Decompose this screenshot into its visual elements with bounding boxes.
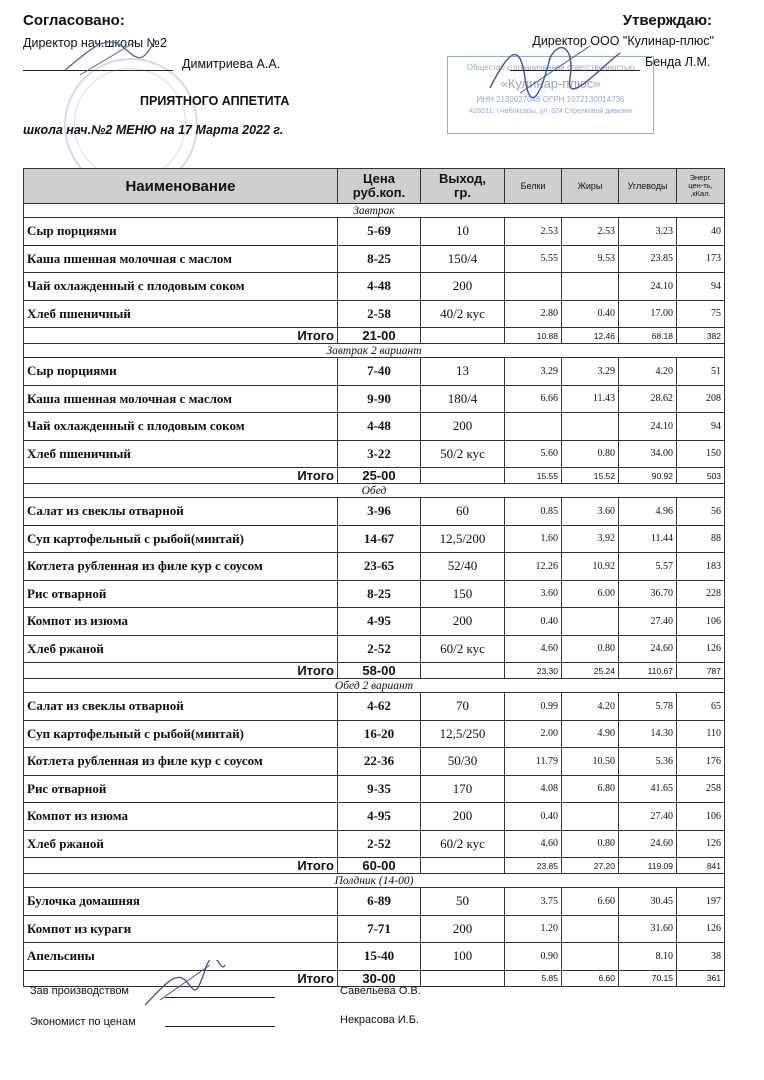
dish-fat: 6.80 — [562, 775, 619, 803]
dish-kcal: 40 — [677, 218, 725, 246]
dish-yield: 200 — [421, 915, 505, 943]
dish-carbs: 41.65 — [619, 775, 677, 803]
dish-yield: 150 — [421, 580, 505, 608]
appetite-title: ПРИЯТНОГО АППЕТИТА — [140, 94, 290, 108]
footer-name-1: Савельева О.В. — [340, 985, 421, 997]
dish-price: 14-67 — [338, 525, 421, 553]
dish-yield: 40/2 кус — [421, 300, 505, 328]
total-carbs: 90.92 — [619, 468, 677, 484]
menu-item-row — [24, 358, 725, 386]
dish-fat: 3.92 — [562, 525, 619, 553]
total-label: Итого — [24, 970, 338, 986]
total-row — [24, 468, 725, 484]
dish-name: Салат из свеклы отварной — [24, 498, 338, 526]
dish-carbs: 36.70 — [619, 580, 677, 608]
stamp-line-2: «Кулинар-плюс» — [500, 76, 601, 91]
dish-carbs: 5.57 — [619, 553, 677, 581]
total-price: 21-00 — [338, 328, 421, 344]
total-kcal: 361 — [677, 970, 725, 986]
dish-price: 9-90 — [338, 385, 421, 413]
dish-kcal: 126 — [677, 635, 725, 663]
dish-fat: 6.60 — [562, 888, 619, 916]
col-protein-header: Белки — [505, 169, 562, 204]
dish-carbs: 24.10 — [619, 413, 677, 441]
dish-price: 2-52 — [338, 830, 421, 858]
dish-protein: 0.40 — [505, 803, 562, 831]
dish-price: 4-48 — [338, 273, 421, 301]
dish-protein — [505, 273, 562, 301]
total-label: Итого — [24, 468, 338, 484]
dish-kcal: 88 — [677, 525, 725, 553]
total-label: Итого — [24, 328, 338, 344]
total-fat: 25.24 — [562, 663, 619, 679]
menu-date-line: школа нач.№2 МЕНЮ на 17 Марта 2022 г. — [23, 123, 284, 137]
section-header-row — [24, 679, 725, 693]
dish-carbs: 23.85 — [619, 245, 677, 273]
dish-fat: 0.80 — [562, 440, 619, 468]
dish-kcal: 150 — [677, 440, 725, 468]
dish-name: Рис отварной — [24, 580, 338, 608]
menu-item-row — [24, 440, 725, 468]
dish-name: Хлеб ржаной — [24, 635, 338, 663]
approve-role: Директор ООО "Кулинар-плюс" — [532, 34, 714, 48]
dish-name: Рис отварной — [24, 775, 338, 803]
total-fat: 12.46 — [562, 328, 619, 344]
dish-carbs: 3.23 — [619, 218, 677, 246]
footer-signature-line-2 — [165, 1026, 275, 1027]
dish-protein: 11.79 — [505, 748, 562, 776]
menu-item-row — [24, 413, 725, 441]
footer-role-2: Экономист по ценам — [30, 1016, 136, 1028]
dish-yield: 200 — [421, 273, 505, 301]
col-carbs-header: Углеводы — [619, 169, 677, 204]
dish-yield: 170 — [421, 775, 505, 803]
dish-carbs: 28.62 — [619, 385, 677, 413]
total-label: Итого — [24, 663, 338, 679]
col-yield-header: Выход, гр. — [421, 169, 505, 204]
dish-price: 23-65 — [338, 553, 421, 581]
dish-fat: 3.60 — [562, 498, 619, 526]
menu-item-row — [24, 218, 725, 246]
dish-price: 4-48 — [338, 413, 421, 441]
menu-table-body — [24, 204, 725, 987]
total-protein: 10.88 — [505, 328, 562, 344]
dish-name: Хлеб пшеничный — [24, 440, 338, 468]
dish-protein: 0.85 — [505, 498, 562, 526]
dish-price: 4-95 — [338, 803, 421, 831]
dish-protein: 0.99 — [505, 693, 562, 721]
dish-carbs: 24.10 — [619, 273, 677, 301]
dish-carbs: 4.96 — [619, 498, 677, 526]
menu-item-row — [24, 608, 725, 636]
dish-fat: 10.92 — [562, 553, 619, 581]
dish-protein: 4.60 — [505, 635, 562, 663]
dish-carbs: 4.20 — [619, 358, 677, 386]
total-yield-empty — [421, 468, 505, 484]
dish-fat — [562, 915, 619, 943]
dish-yield: 100 — [421, 943, 505, 971]
agreed-signature — [60, 30, 170, 80]
dish-name: Салат из свеклы отварной — [24, 693, 338, 721]
dish-carbs: 34.00 — [619, 440, 677, 468]
dish-fat — [562, 413, 619, 441]
total-price: 30-00 — [338, 970, 421, 986]
dish-price: 22-36 — [338, 748, 421, 776]
dish-fat: 6.00 — [562, 580, 619, 608]
dish-name: Котлета рубленная из филе кур с соусом — [24, 748, 338, 776]
dish-kcal: 258 — [677, 775, 725, 803]
dish-yield: 60/2 кус — [421, 635, 505, 663]
dish-fat: 4.90 — [562, 720, 619, 748]
dish-kcal: 110 — [677, 720, 725, 748]
dish-protein: 3.29 — [505, 358, 562, 386]
dish-yield: 52/40 — [421, 553, 505, 581]
total-carbs: 70.15 — [619, 970, 677, 986]
dish-fat: 9.53 — [562, 245, 619, 273]
dish-yield: 200 — [421, 803, 505, 831]
table-header-row — [24, 169, 725, 204]
approve-person: Бенда Л.М. — [645, 55, 711, 69]
total-fat: 6.60 — [562, 970, 619, 986]
dish-fat — [562, 273, 619, 301]
dish-price: 4-95 — [338, 608, 421, 636]
dish-yield: 12,5/250 — [421, 720, 505, 748]
col-energy-header: Энерг. цен-ть, ,кКал. — [677, 169, 725, 204]
dish-yield: 70 — [421, 693, 505, 721]
dish-kcal: 56 — [677, 498, 725, 526]
dish-price: 8-25 — [338, 245, 421, 273]
total-yield-empty — [421, 328, 505, 344]
dish-name: Компот из изюма — [24, 803, 338, 831]
menu-item-row — [24, 385, 725, 413]
dish-yield: 10 — [421, 218, 505, 246]
total-carbs: 68.18 — [619, 328, 677, 344]
dish-name: Чай охлажденный с плодовым соком — [24, 273, 338, 301]
dish-carbs: 11.44 — [619, 525, 677, 553]
total-yield-empty — [421, 970, 505, 986]
total-carbs: 119.09 — [619, 858, 677, 874]
section-title: Обед 2 вариант — [24, 679, 725, 693]
dish-protein: 3.60 — [505, 580, 562, 608]
menu-item-row — [24, 803, 725, 831]
total-protein: 15.55 — [505, 468, 562, 484]
dish-price: 7-71 — [338, 915, 421, 943]
dish-protein — [505, 413, 562, 441]
total-row — [24, 328, 725, 344]
dish-fat: 0.40 — [562, 300, 619, 328]
dish-protein: 1.60 — [505, 525, 562, 553]
dish-kcal: 75 — [677, 300, 725, 328]
dish-carbs: 5.78 — [619, 693, 677, 721]
dish-kcal: 94 — [677, 273, 725, 301]
dish-kcal: 94 — [677, 413, 725, 441]
dish-fat: 2.53 — [562, 218, 619, 246]
stamp-line-3: ИНН 2130027046 ОГРН 1072130014736 — [476, 95, 625, 104]
dish-price: 4-62 — [338, 693, 421, 721]
footer-signature-1 — [140, 960, 230, 1010]
total-row — [24, 858, 725, 874]
approve-title: Утверждаю: — [622, 12, 712, 29]
stamp-line-1: Общество с ограниченной ответственностью — [466, 63, 635, 72]
dish-yield: 60/2 кус — [421, 830, 505, 858]
dish-kcal: 208 — [677, 385, 725, 413]
dish-price: 5-69 — [338, 218, 421, 246]
dish-kcal: 51 — [677, 358, 725, 386]
menu-item-row — [24, 635, 725, 663]
menu-item-row — [24, 748, 725, 776]
agreed-person: Димитриева А.А. — [182, 57, 281, 71]
footer-name-2: Некрасова И.Б. — [340, 1014, 419, 1026]
dish-fat: 4.20 — [562, 693, 619, 721]
dish-price: 8-25 — [338, 580, 421, 608]
section-title: Обед — [24, 484, 725, 498]
menu-item-row — [24, 830, 725, 858]
dish-name: Суп картофельный с рыбой(минтай) — [24, 720, 338, 748]
total-yield-empty — [421, 663, 505, 679]
dish-kcal: 38 — [677, 943, 725, 971]
dish-protein: 2.53 — [505, 218, 562, 246]
dish-kcal: 65 — [677, 693, 725, 721]
dish-name: Сыр порциями — [24, 358, 338, 386]
menu-item-row — [24, 245, 725, 273]
total-yield-empty — [421, 858, 505, 874]
total-carbs: 110.67 — [619, 663, 677, 679]
dish-fat — [562, 608, 619, 636]
total-kcal: 503 — [677, 468, 725, 484]
dish-kcal: 183 — [677, 553, 725, 581]
dish-yield: 50/30 — [421, 748, 505, 776]
dish-fat: 0.80 — [562, 830, 619, 858]
menu-item-row — [24, 273, 725, 301]
dish-carbs: 24.60 — [619, 635, 677, 663]
dish-kcal: 173 — [677, 245, 725, 273]
total-fat: 15.52 — [562, 468, 619, 484]
dish-protein: 0.90 — [505, 943, 562, 971]
dish-protein: 4.60 — [505, 830, 562, 858]
menu-item-row — [24, 775, 725, 803]
dish-price: 6-89 — [338, 888, 421, 916]
dish-name: Компот из изюма — [24, 608, 338, 636]
dish-kcal: 197 — [677, 888, 725, 916]
agreed-role: Директор нач.школы №2 — [23, 36, 167, 50]
col-price-header: Цена руб.коп. — [338, 169, 421, 204]
approve-signature — [480, 38, 630, 108]
dish-name: Каша пшенная молочная с маслом — [24, 385, 338, 413]
footer-role-1: Зав производством — [30, 985, 129, 997]
dish-name: Апельсины — [24, 943, 338, 971]
dish-kcal: 126 — [677, 915, 725, 943]
dish-kcal: 106 — [677, 608, 725, 636]
dish-fat — [562, 803, 619, 831]
dish-carbs: 5.36 — [619, 748, 677, 776]
dish-name: Чай охлажденный с плодовым соком — [24, 413, 338, 441]
dish-protein: 3.75 — [505, 888, 562, 916]
dish-kcal: 106 — [677, 803, 725, 831]
menu-item-row — [24, 720, 725, 748]
stamp-line-4: 428031, г.Чебоксары, ул. 324 Стрелковой дивизии — [469, 108, 632, 115]
dish-fat: 3.29 — [562, 358, 619, 386]
total-kcal: 787 — [677, 663, 725, 679]
total-kcal: 841 — [677, 858, 725, 874]
col-fat-header: Жиры — [562, 169, 619, 204]
dish-carbs: 24.60 — [619, 830, 677, 858]
section-title: Полдник (14-00) — [24, 874, 725, 888]
dish-carbs: 14.30 — [619, 720, 677, 748]
col-name-header: Наименование — [24, 169, 338, 204]
dish-name: Котлета рубленная из филе кур с соусом — [24, 553, 338, 581]
dish-protein: 6.66 — [505, 385, 562, 413]
dish-name: Булочка домашняя — [24, 888, 338, 916]
dish-price: 15-40 — [338, 943, 421, 971]
dish-fat: 0.80 — [562, 635, 619, 663]
dish-protein: 1.20 — [505, 915, 562, 943]
dish-yield: 200 — [421, 413, 505, 441]
total-label: Итого — [24, 858, 338, 874]
dish-carbs: 8.10 — [619, 943, 677, 971]
dish-kcal: 228 — [677, 580, 725, 608]
section-header-row — [24, 484, 725, 498]
agreed-title: Согласовано: — [23, 12, 125, 29]
dish-price: 16-20 — [338, 720, 421, 748]
dish-price: 2-58 — [338, 300, 421, 328]
dish-price: 3-96 — [338, 498, 421, 526]
dish-yield: 180/4 — [421, 385, 505, 413]
section-header-row — [24, 874, 725, 888]
dish-protein: 2.80 — [505, 300, 562, 328]
dish-price: 3-22 — [338, 440, 421, 468]
section-header-row — [24, 344, 725, 358]
dish-protein: 0.40 — [505, 608, 562, 636]
total-row — [24, 970, 725, 986]
dish-name: Суп картофельный с рыбой(минтай) — [24, 525, 338, 553]
dish-price: 2-52 — [338, 635, 421, 663]
total-fat: 27.20 — [562, 858, 619, 874]
total-kcal: 382 — [677, 328, 725, 344]
dish-fat: 10.50 — [562, 748, 619, 776]
menu-table — [23, 168, 725, 987]
total-price: 25-00 — [338, 468, 421, 484]
dish-carbs: 30.45 — [619, 888, 677, 916]
dish-name: Компот из кураги — [24, 915, 338, 943]
menu-item-row — [24, 693, 725, 721]
dish-carbs: 31.60 — [619, 915, 677, 943]
dish-carbs: 17.00 — [619, 300, 677, 328]
dish-price: 9-35 — [338, 775, 421, 803]
menu-item-row — [24, 915, 725, 943]
dish-carbs: 27.40 — [619, 803, 677, 831]
dish-protein: 12.26 — [505, 553, 562, 581]
total-protein: 23.30 — [505, 663, 562, 679]
dish-name: Каша пшенная молочная с маслом — [24, 245, 338, 273]
section-header-row — [24, 204, 725, 218]
total-price: 60-00 — [338, 858, 421, 874]
dish-fat: 11.43 — [562, 385, 619, 413]
menu-item-row — [24, 300, 725, 328]
dish-protein: 2.00 — [505, 720, 562, 748]
dish-name: Хлеб пшеничный — [24, 300, 338, 328]
total-protein: 5.85 — [505, 970, 562, 986]
dish-yield: 200 — [421, 608, 505, 636]
dish-yield: 50/2 кус — [421, 440, 505, 468]
section-title: Завтрак 2 вариант — [24, 344, 725, 358]
section-title: Завтрак — [24, 204, 725, 218]
dish-name: Сыр порциями — [24, 218, 338, 246]
dish-name: Хлеб ржаной — [24, 830, 338, 858]
menu-item-row — [24, 580, 725, 608]
dish-kcal: 126 — [677, 830, 725, 858]
menu-item-row — [24, 888, 725, 916]
dish-carbs: 27.40 — [619, 608, 677, 636]
dish-yield: 60 — [421, 498, 505, 526]
total-protein: 23.85 — [505, 858, 562, 874]
dish-yield: 50 — [421, 888, 505, 916]
total-row — [24, 663, 725, 679]
dish-protein: 5.60 — [505, 440, 562, 468]
dish-protein: 5.55 — [505, 245, 562, 273]
menu-item-row — [24, 553, 725, 581]
dish-yield: 150/4 — [421, 245, 505, 273]
total-price: 58-00 — [338, 663, 421, 679]
dish-fat — [562, 943, 619, 971]
menu-item-row — [24, 525, 725, 553]
dish-yield: 13 — [421, 358, 505, 386]
dish-yield: 12,5/200 — [421, 525, 505, 553]
menu-item-row — [24, 498, 725, 526]
menu-item-row — [24, 943, 725, 971]
dish-protein: 4.08 — [505, 775, 562, 803]
dish-price: 7-40 — [338, 358, 421, 386]
dish-kcal: 176 — [677, 748, 725, 776]
